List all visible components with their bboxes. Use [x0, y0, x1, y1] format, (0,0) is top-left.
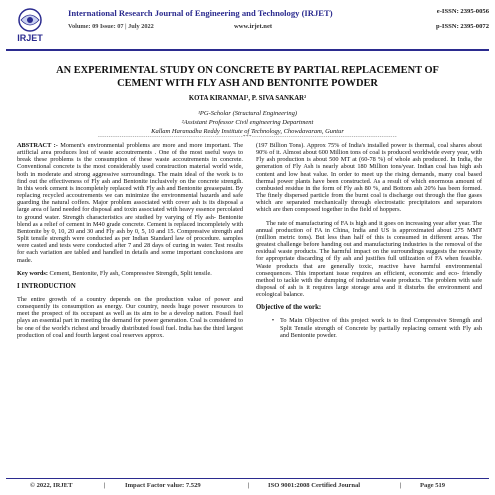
journal-header	[6, 4, 489, 50]
affiliation-3: Kallam Haranadha Reddy Institute of Technology, Chowdavaram, Guntur	[151, 128, 344, 135]
keywords-text: Cement, Bentonite, Fly ash, Compressive Strength, Split tensile.	[49, 269, 212, 277]
volume-issue: Volume: 09 Issue: 07 | July 2022	[68, 23, 154, 30]
paragraph-coal-ash: (197 Billion Tons). Approx 75% of India's installed power is thermal, coal shares about 90% of it. Almost about 600 Million tons of coal is produced worldwide every year, with Fly ash production is about 500 MT at (60-78 %) of whole ash produced. In India, the generation of Fly Ash is nearly about 180 Million tons/year. Indian coal has high ash content and low heat value. In order to meet up the rising demands, many coal based thermal power plants have been constructed. As a result of which enormous amount of combusted residue in the form of Fly ash 80 %, and Bottom ash 20% has been formed. The finely dispersed particle from the burnt coal is discharge out through the flue gases which are separated mechanically through electrostatic precipitators and separators which are then composed together in the field of hoppers.	[256, 142, 482, 214]
footer-separator-3: |	[400, 482, 402, 489]
right-column	[256, 142, 482, 474]
footer-divider	[6, 478, 489, 479]
paragraph-fa-production: The rate of manufacturing of FA is high and it goes on increasing year after year. The annual production of FA in China, India and US is approximated about 275 MMT (million metric tons). But less than half of this is consumed in different areas. The greatest challenge before handing out and manufacturing industries is the removal of the residual waste products. The harmful impact on the surroundings suggests the necessity for appropriate discarding of fly ash and justifies full utilization of FA when feasible. Waste products that are generally toxic, reactive have harmful environmental consequences. This important issue requires an efficient, economic and eco- friendly method to tackle with the dumping of industrial waste products. The problem with safe disposal of ash is it requires large storage area and it disturbs the environment and ecological balance.	[256, 219, 482, 299]
irjet-logo	[8, 6, 52, 44]
footer-page-number: Page 519	[420, 482, 446, 489]
footer-iso: ISO 9001:2008 Certified Journal	[268, 482, 361, 489]
objective-text: To Main Objective of this project work is to find Compressive Strength and Split Tensile strength of Concrete by partially replacing cement with Fly ash and Bentonite powder.	[280, 317, 482, 339]
e-issn: e-ISSN: 2395-0056	[436, 8, 489, 15]
abstract-label: ABSTRACT :-	[17, 142, 58, 149]
section-separator: -------------------------------------------------------------------***-------------------------------------------------------------------	[97, 135, 398, 140]
objective-heading: Objective of the work:	[256, 304, 322, 312]
objective-bullet	[266, 317, 482, 338]
bullet-icon: •	[271, 317, 275, 325]
footer-separator-2: |	[248, 482, 250, 489]
introduction-heading: I INTRODUCTION	[17, 282, 76, 290]
footer-copyright: © 2022, IRJET	[30, 482, 73, 489]
journal-url[interactable]: www.irjet.net	[234, 23, 273, 30]
keywords	[17, 270, 243, 277]
affiliation-2: ²Assistant Professor Civil engineering Department	[181, 119, 314, 126]
authors: KOTA KIRANMAI¹, P. SIVA SANKAR²	[188, 95, 307, 102]
p-issn: p-ISSN: 2395-0072	[436, 23, 489, 30]
paper-title	[18, 64, 477, 90]
keywords-label: Key words:	[17, 269, 48, 277]
introduction-text: The entire growth of a country depends on the production value of power and consequently its consumption as energy. Our country, needs huge power resources to meet the prospect of its occupant as well as its aim to be a develop nation. Fossil fuel plays an essential part in meeting the demand for power generation. Coal is considered to be one of the world's richest and broadly distributed fossil fuel. India has the third largest production of coal and fourth largest coal reserves approx.	[17, 295, 243, 339]
logo-text: IRJET	[17, 33, 43, 43]
footer-impact-factor: Impact Factor value: 7.529	[125, 482, 201, 489]
footer-separator-1: |	[104, 482, 106, 489]
abstract	[17, 142, 243, 264]
left-column	[17, 142, 243, 474]
header-divider	[6, 49, 489, 51]
journal-title: International Research Journal of Engineering and Technology (IRJET)	[68, 8, 333, 18]
paper-title-line-2: CEMENT WITH FLY ASH AND BENTONITE POWDER	[117, 78, 378, 89]
paper-title-line-1: AN EXPERIMENTAL STUDY ON CONCRETE BY PARTIAL REPLACEMENT OF	[56, 65, 439, 76]
affiliation-1: ¹PG-Scholar (Structural Engineering)	[197, 110, 298, 117]
abstract-text: Moment's environmental problems are more and more important. The artificial area produces lost of waste accoutrements . One of the most useful ways to break these problems is the consumption of these waste accoutrements in concrete. Conventional concrete is the most considerably used construction material world wide, both in moderate and strong aggressive surroundings. The main ideal of the work is to find out the effectiveness of Fly ash and Bentonite inclusively on the concrete strength. In this work cement is incompletely replaced with Fly ash and Bentonite greasepaint. By replacing recycled accoutrements we can minimize the environmental hazards and safe guarding the natural coffers. Major problem associated with cover ash is its disposal a large area of land needed for disposal and toxin associated with heavy essence percolated to ground water. Strength characteristics are studied by varying of Fly ash- Bentonite blend as a relief of cement in M40 grade concrete. Cement is replaced incompletely with Bentonite by 0, 10, 20 and 30 and Fly ash by 0, 5, 10 and 15. Compressive strength and Split tensile strength were conducted as per Indian Standard law of procedure. samples were casted and tests were conducted after 7 and 28 days of curing in water. Test results for each variation are tabled and handled in details and some important conclusions are made.	[17, 142, 243, 264]
